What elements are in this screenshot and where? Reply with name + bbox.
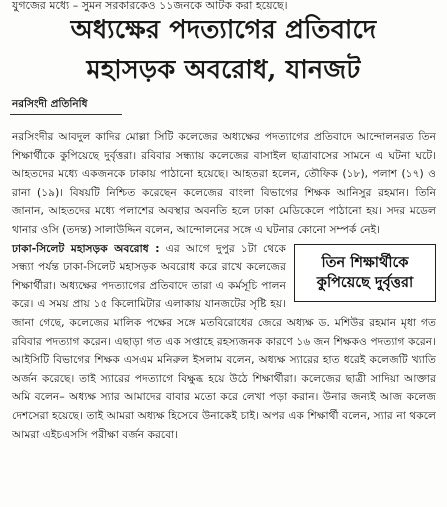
- article-body: [12, 128, 436, 444]
- article-paragraph-1: নরসিংদীর আবদুল কাদির মোল্লা সিটি কলেজের অধ্যক্ষের পদত্যাগের প্রতিবাদে আন্দোলনরত তিন শিক্ষার্থীকে কুপিয়েছে দুর্বৃত্তরা। রবিবার সন্ধ্যায় কলেজের বাসাইল ছাত্রাবাসের সামনে এ ঘটনা ঘটে। আহতদের মধ্যে একজনকে ঢাকায় পাঠানো হয়েছে। আহতরা হলেন, তৌফিক (১৮), পলাশ (১৭) ও রানা (১৯)। বিষয়টি নিশ্চিত করেছেন কলেজের বাংলা বিভাগের শিক্ষক আনিসুর রহমান। তিনি জানান, আহতদের মধ্যে পলাশের অবস্থার অবনতি হলে ঢাকা মেডিকেলে পাঠানো হয়। সদর মডেল থানার ওসি (তদন্ত) সালাউদ্দিন বলেন, আন্দোলনের সঙ্গে এ ঘটনার কোনো সম্পর্ক নেই।: [12, 130, 436, 236]
- pull-quote-box: তিন শিক্ষার্থীকে কুপিয়েছে দুর্বৃত্তরা: [294, 244, 436, 302]
- headline-line-1: অধ্যক্ষের পদত্যাগের প্রতিবাদে: [70, 15, 377, 45]
- byline: নরসিংদী প্রতিনিধি: [12, 98, 88, 110]
- article-paragraph-2-text: এর আগে দুপুর ১টা থেকে সন্ধ্যা পর্যন্ত ঢাকা-সিলেট মহাসড়ক অবরোধ করে রাখে কলেজের শিক্ষার্থীরা। অধ্যক্ষের পদত্যাগের প্রতিবাদে তারা এ কর্মসূচি পালন করে। এ সময় প্রায় ১৫ কিলোমিটার এলাকায় যানজটের সৃষ্টি হয়। জানা গেছে, কলেজের মালিক পক্ষের সঙ্গে মতবিরোধের জেরে অধ্যক্ষ ড. মশিউর রহমান মৃধা গত রবিবার পদত্যাগ করেন। এছাড়া গত এক সপ্তাহে রহস্যজনক কারণে ১৬ জন শিক্ষকও পদত্যাগ করেন। আইসিটি বিভাগের শিক্ষক এসএম মনিরুল ইসলাম বলেন, অধ্যক্ষ স্যারের হাত ধরেই কলেজটি খ্যাতি অর্জন করেছে। তাই স্যারের পদত্যাগে বিক্ষুব্ধ হয়ে উঠে শিক্ষার্থীরা। কলেজের ছাত্রী সাদিয়া আক্তার অমি বলেন– অধ্যক্ষ স্যার আমাদের বাবার মতো করে লেখা পড়া করান। উনার জন্যই আজ কলেজ দেশসেরা হয়েছে। তাই আমরা অধ্যক্ষ হিসেবে উনাকেই চাই। অপর এক শিক্ষার্থী বলেন, স্যার না থকলে আমরা এইচএসসি পরীক্ষা বর্জন করবো।: [12, 241, 436, 441]
- byline-underline: [10, 114, 122, 115]
- headline-line-2: মহাসড়ক অবরোধ, যানজট: [86, 55, 361, 85]
- previous-article-fragment: যুগজের মধ্যে – সুমন সরকারকেও ১১জনকে আটক করা হয়েছে।: [12, 0, 288, 12]
- section-subhead: ঢাকা-সিলেট মহাসড়ক অবরোধ :: [12, 241, 160, 255]
